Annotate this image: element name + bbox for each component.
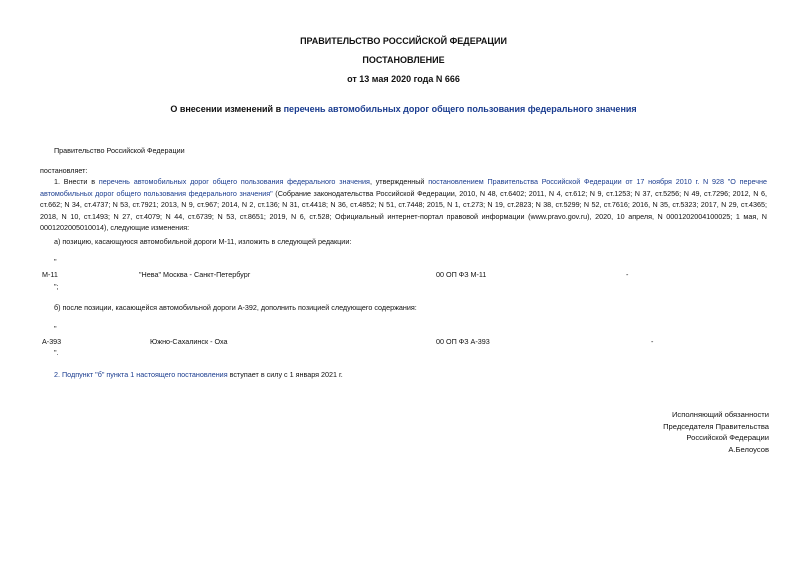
item-1-text-a: 1. Внести в — [54, 177, 99, 186]
road-dash: - — [626, 270, 629, 279]
sub-a-text: а) позицию, касающуюся автомобильной дороги М-11, изложить в следующей редакции: — [54, 237, 352, 246]
road-id: 00 ОП ФЗ М-11 — [436, 270, 487, 279]
item-1-text-b: , утвержденный — [369, 177, 429, 186]
item-2-paragraph — [54, 369, 343, 381]
road-id: 00 ОП ФЗ А-393 — [436, 337, 490, 346]
doc-subject — [0, 104, 807, 114]
sub-b-quote-close: ". — [54, 348, 59, 357]
decides-line: постановляет: — [40, 166, 88, 175]
item-1-link-decree[interactable]: постановлением Правительства Российской Федерации от 17 ноября 2010 г. N 928 "О перечне автомобильных дорог общего пользования федерального значения" — [40, 177, 768, 198]
item-1-text-c: (Собрание законодательства Российской Федерации, 2010, N 48, ст.6402; 2011, N 4, ст.612; N 9, ст.1253; N 37, ст.5256; N 49, ст.7296; 2012, N 6, ст.662; N 34, ст.4737; N 53, ст.7921; 2013, N 9, ст.967; 2014, N 2, ст.136; N 31, ст.4418; N 36, ст.4852; N 51, ст.7448; 2015, N 1, ст.273; N 19, ст.2823; N 38, ст.5299; N 52, ст.7616; 2016, N 35, ст.5323; 2017, N 29, ст.4365; 2018, N 10, ст.1493; N 27, ст.4079; N 44, ст.6739; N 53, ст.8651; 2019, N 6, ст.528; Официальный интернет-портал правовой информации (www.pravo.gov.ru), 2020, 10 апреля, N 0001202004100025; 1 мая, N 0001202005010014), следующие изменения: — [40, 188, 767, 233]
road-name: "Нева" Москва - Санкт-Петербург — [139, 270, 251, 279]
road-code: А-393 — [42, 337, 62, 346]
item-2-text: вступает в силу с 1 января 2021 г. — [227, 370, 343, 379]
signature-name: А.Белоусов — [728, 445, 769, 455]
org-title: ПРАВИТЕЛЬСТВО РОССИЙСКОЙ ФЕДЕРАЦИИ — [300, 36, 507, 46]
item-1-paragraph — [40, 176, 767, 234]
item-1-link-list[interactable]: перечень автомобильных дорог общего пользования федерального значения — [98, 177, 370, 186]
signature-line-1: Исполняющий обязанности — [671, 410, 769, 419]
subject-prefix: О внесении изменений в — [170, 104, 284, 114]
item-2-link[interactable]: 2. Подпункт "б" пункта 1 настоящего постановления — [54, 370, 228, 379]
sub-b-quote-open: " — [54, 324, 57, 333]
road-dash: - — [651, 337, 654, 346]
road-code: М-11 — [42, 270, 58, 279]
sub-a-quote-close: "; — [54, 282, 59, 291]
doc-date-number: от 13 мая 2020 года N 666 — [347, 74, 460, 84]
signature-block — [549, 409, 769, 456]
road-name: Южно-Сахалинск - Оха — [150, 337, 228, 346]
sub-b-text: б) после позиции, касающейся автомобильной дороги А-392, дополнить позицией следующего содержания: — [54, 303, 417, 312]
doc-type: ПОСТАНОВЛЕНИЕ — [362, 55, 445, 65]
subject-link[interactable]: перечень автомобильных дорог общего пользования федерального значения — [283, 104, 637, 114]
signature-line-2: Председателя Правительства — [663, 421, 769, 431]
gov-line: Правительство Российской Федерации — [54, 146, 185, 155]
signature-line-3: Российской Федерации — [686, 433, 769, 443]
sub-a-quote-open: " — [54, 257, 57, 266]
